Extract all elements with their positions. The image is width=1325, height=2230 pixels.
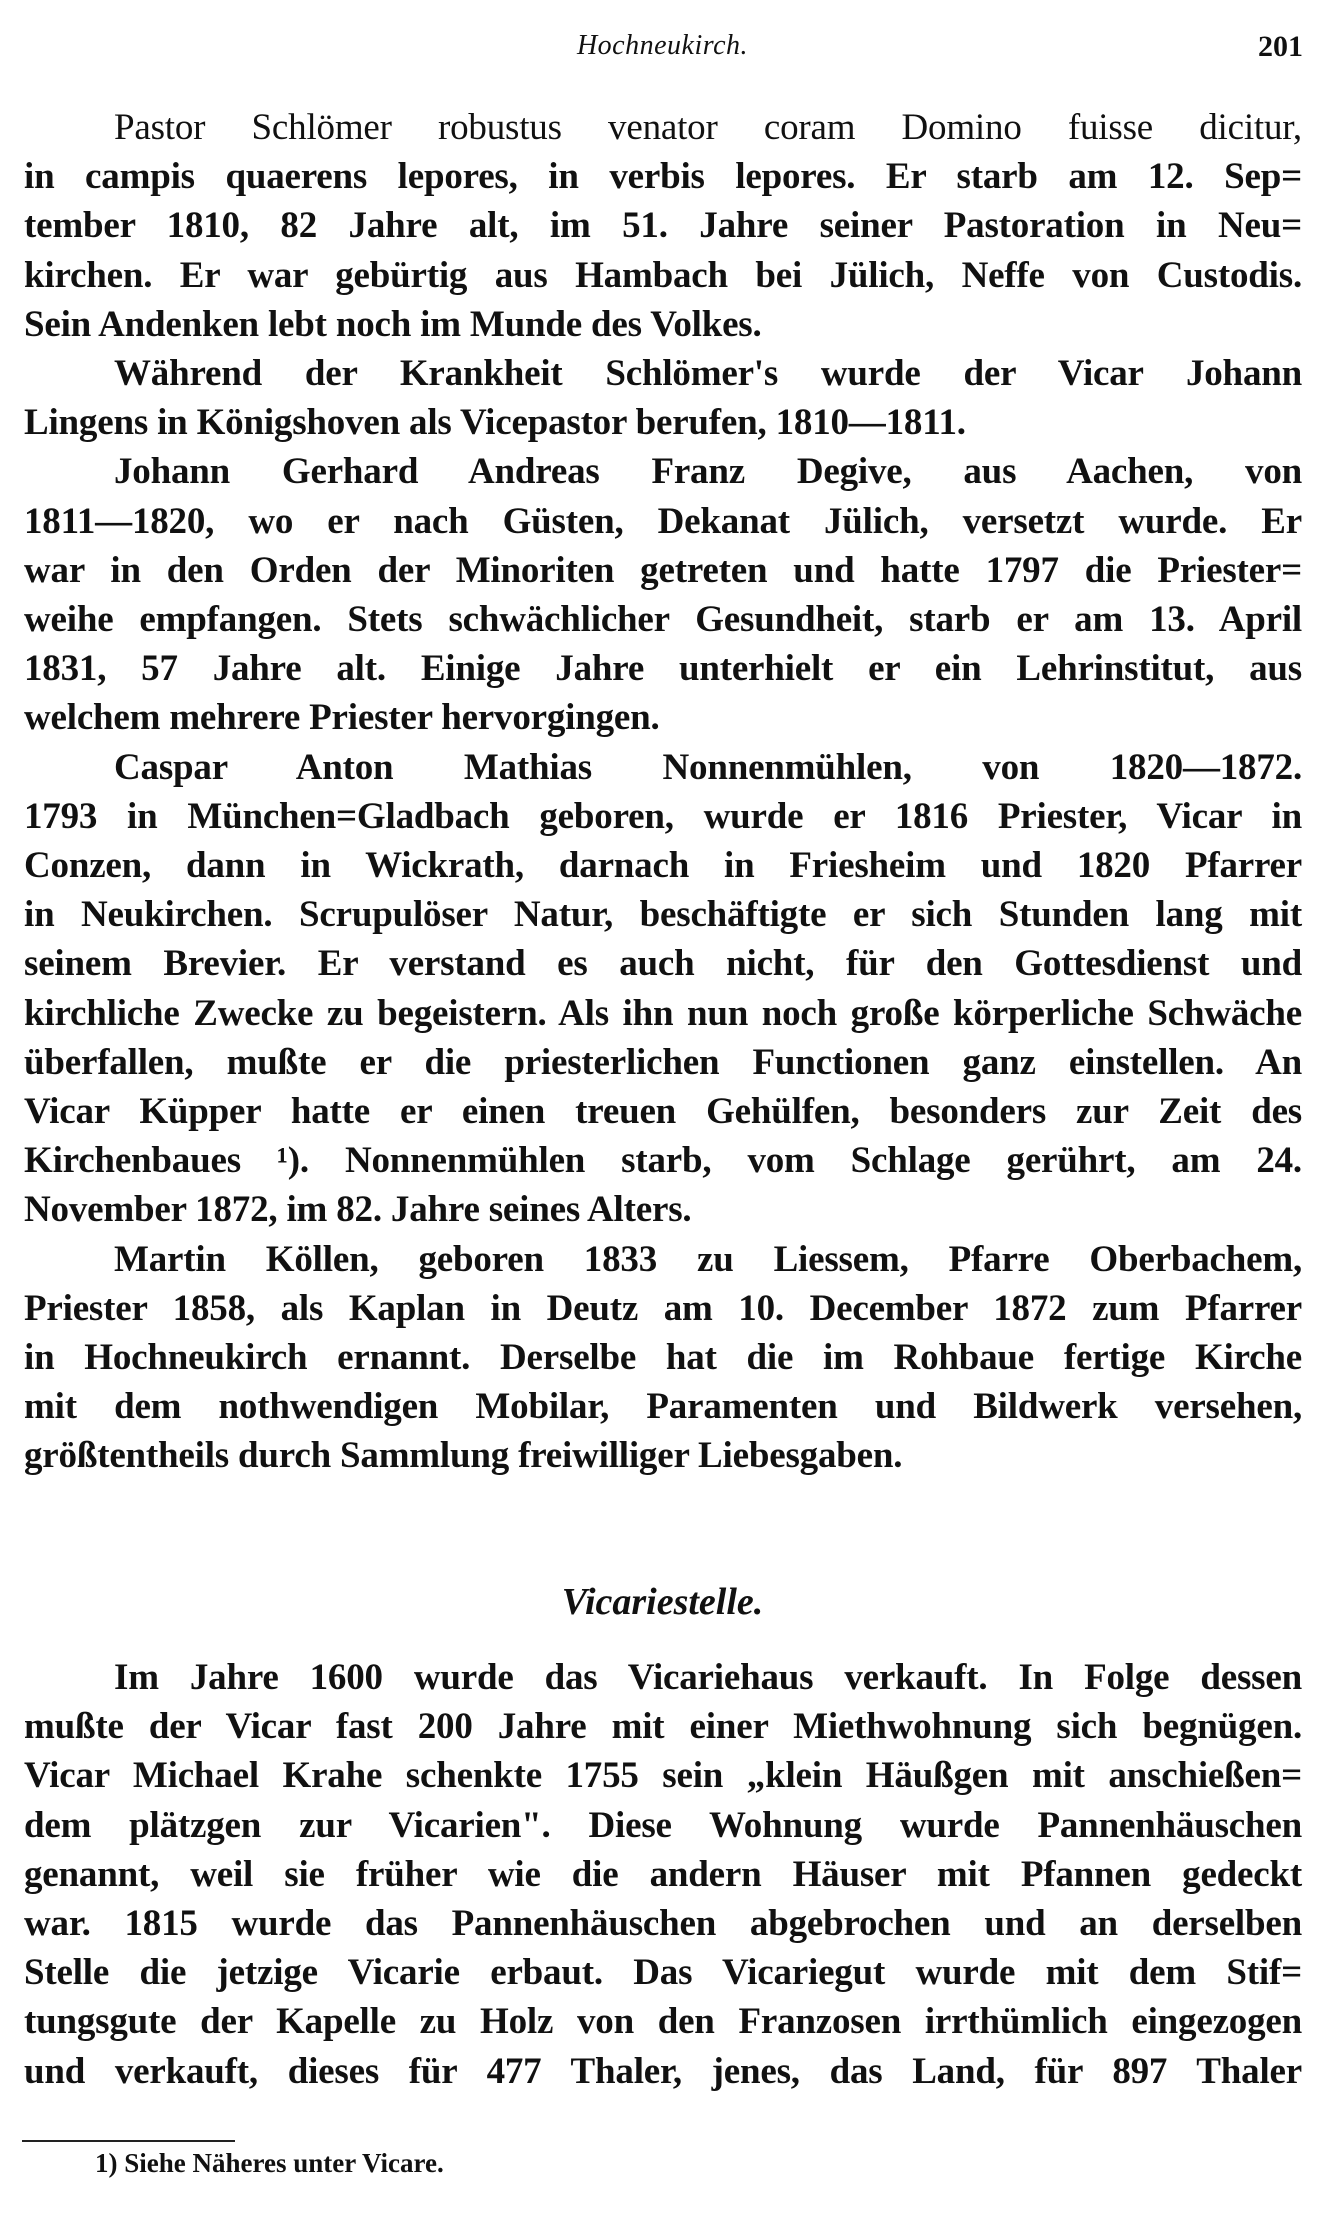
text-line: Vicar Michael Krahe schenkte 1755 sein „klein Häußgen mit anschießen= (24, 1755, 1302, 1796)
text-line: Johann Gerhard Andreas Franz Degive, aus Aachen, von (114, 451, 1302, 492)
text-line: tungsgute der Kapelle zu Holz von den Franzosen irrthümlich eingezogen (24, 2001, 1302, 2042)
text-line: Sein Andenken lebt noch im Munde des Volkes. (24, 304, 762, 345)
text-line: Stelle die jetzige Vicarie erbaut. Das Vicariegut wurde mit dem Stif= (24, 1952, 1302, 1993)
text-line: November 1872, im 82. Jahre seines Alters. (24, 1189, 692, 1230)
page-number: 201 (1258, 30, 1303, 63)
footnote-text: Siehe Näheres unter Vicare. (124, 2148, 444, 2178)
text-line: in Hochneukirch ernannt. Derselbe hat die im Rohbaue fertige Kirche (24, 1337, 1302, 1378)
text-line: 1793 in München=Gladbach geboren, wurde er 1816 Priester, Vicar in (24, 796, 1302, 837)
text-line: Martin Köllen, geboren 1833 zu Liessem, Pfarre Oberbachem, (114, 1239, 1302, 1280)
text-line: welchem mehrere Priester hervorgingen. (24, 697, 660, 738)
text-line: in Neukirchen. Scrupulöser Natur, beschäftigte er sich Stunden lang mit (24, 894, 1302, 935)
text-line: dem plätzgen zur Vicarien". Diese Wohnung wurde Pannenhäuschen (24, 1805, 1302, 1846)
text-line: weihe empfangen. Stets schwächlicher Gesundheit, starb er am 13. April (24, 599, 1302, 640)
text-line: seinem Brevier. Er verstand es auch nicht, für den Gottesdienst und (24, 943, 1302, 984)
footnote-divider (22, 2140, 235, 2142)
text-line: Vicar Küpper hatte er einen treuen Gehülfen, besonders zur Zeit des (24, 1091, 1302, 1132)
text-line: genannt, weil sie früher wie die andern Häuser mit Pfannen gedeckt (24, 1854, 1302, 1895)
text-line: größtentheils durch Sammlung freiwilliger Liebesgaben. (24, 1435, 903, 1476)
text-line: tember 1810, 82 Jahre alt, im 51. Jahre seiner Pastoration in Neu= (24, 205, 1302, 246)
text-line: Im Jahre 1600 wurde das Vicariehaus verkauft. In Folge dessen (114, 1657, 1302, 1698)
text-line: in campis quaerens lepores, in verbis lepores. Er starb am 12. Sep= (24, 156, 1302, 197)
text-line: und verkauft, dieses für 477 Thaler, jenes, das Land, für 897 Thaler (24, 2051, 1302, 2092)
text-line: mußte der Vicar fast 200 Jahre mit einer Miethwohnung sich begnügen. (24, 1706, 1302, 1747)
text-line: mit dem nothwendigen Mobilar, Paramenten und Bildwerk versehen, (24, 1386, 1302, 1427)
text-line: Conzen, dann in Wickrath, darnach in Friesheim und 1820 Pfarrer (24, 845, 1302, 886)
running-title: Hochneukirch. (576, 30, 749, 61)
text-line: war in den Orden der Minoriten getreten und hatte 1797 die Priester= (24, 550, 1302, 591)
text-line: kirchliche Zwecke zu begeistern. Als ihn nun noch große körperliche Schwäche (24, 993, 1302, 1034)
text-line: Priester 1858, als Kaplan in Deutz am 10. December 1872 zum Pfarrer (24, 1288, 1302, 1329)
footnote-marker: 1) (95, 2148, 118, 2178)
text-line: Caspar Anton Mathias Nonnenmühlen, von 1820—1872. (114, 747, 1302, 788)
text-line: Kirchenbaues ¹). Nonnenmühlen starb, vom Schlage gerührt, am 24. (24, 1140, 1302, 1181)
text-line: Während der Krankheit Schlömer's wurde der Vicar Johann (114, 353, 1302, 394)
text-line: war. 1815 wurde das Pannenhäuschen abgebrochen und an derselben (24, 1903, 1302, 1944)
text-line: Pastor Schlömer robustus venator coram Domino fuisse dicitur, (114, 107, 1302, 148)
text-line: kirchen. Er war gebürtig aus Hambach bei Jülich, Neffe von Custodis. (24, 255, 1302, 296)
text-line: 1811—1820, wo er nach Güsten, Dekanat Jülich, versetzt wurde. Er (24, 501, 1302, 542)
text-line: Lingens in Königshoven als Vicepastor berufen, 1810—1811. (24, 402, 966, 443)
text-line: überfallen, mußte er die priesterlichen Functionen ganz einstellen. An (24, 1042, 1302, 1083)
text-line: 1831, 57 Jahre alt. Einige Jahre unterhielt er ein Lehrinstitut, aus (24, 648, 1302, 689)
section-heading: Vicariestelle. (561, 1581, 764, 1623)
footnote (95, 2145, 444, 2181)
